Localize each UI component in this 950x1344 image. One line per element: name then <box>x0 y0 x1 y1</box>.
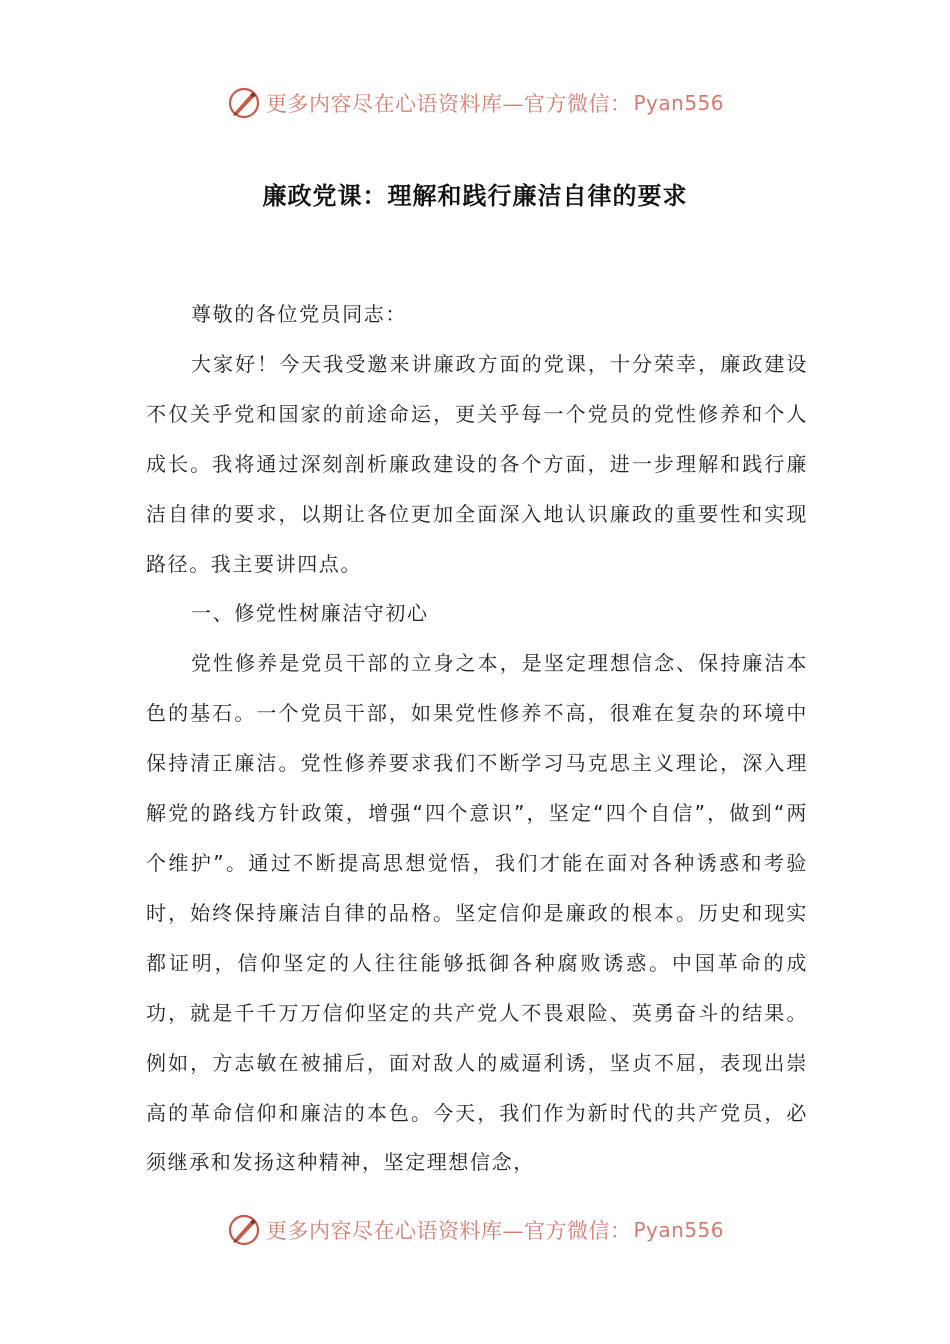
salutation-paragraph: 尊敬的各位党员同志： <box>191 302 407 326</box>
header-watermark <box>0 83 950 123</box>
watermark-text: 更多内容尽在心语资料库—官方微信： <box>265 92 632 116</box>
watermark-text: 更多内容尽在心语资料库—官方微信： <box>265 1219 632 1243</box>
pen-logo-icon <box>226 85 262 121</box>
body-paragraph: 党性修养是党员干部的立身之本，是坚定理想信念、保持廉洁本色的基石。一个党员干部，如果党性修养不高，很难在复杂的环境中保持清正廉洁。党性修养要求我们不断学习马克思主义理论，深入理解党的路线方针政策，增强“四个意识”，坚定“四个自信”，做到“两个维护”。通过不断提高思想觉悟，我们才能在面对各种诱惑和考验时，始终保持廉洁自律的品格。坚定信仰是廉政的根本。历史和现实都证明，信仰坚定的人往往能够抵御各种腐败诱惑。中国革命的成功，就是千千万万信仰坚定的共产党人不畏艰险、英勇奋斗的结果。例如，方志敏在被捕后，面对敌人的威逼利诱，坚贞不屈，表现出崇高的革命信仰和廉洁的本色。今天，我们作为新时代的共产党员，必须继承和发扬这种精神，坚定理想信念， <box>146 651 808 1175</box>
watermark-wechat-id: Pyan556 <box>633 1218 724 1242</box>
document-title: 廉政党课：理解和践行廉洁自律的要求 <box>262 182 688 210</box>
intro-paragraph: 大家好！今天我受邀来讲廉政方面的党课，十分荣幸，廉政建设不仅关乎党和国家的前途命运，更关乎每一个党员的党性修养和个人成长。我将通过深刻剖析廉政建设的各个方面，进一步理解和践行廉洁自律的要求，以期让各位更加全面深入地认识廉政的重要性和实现路径。我主要讲四点。 <box>146 351 808 576</box>
section-heading: 一、修党性树廉洁守初心 <box>191 601 429 626</box>
watermark-wechat-id: Pyan556 <box>633 91 724 115</box>
document-body <box>146 290 808 1188</box>
footer-watermark <box>0 1210 950 1250</box>
pen-logo-icon <box>226 1212 262 1248</box>
